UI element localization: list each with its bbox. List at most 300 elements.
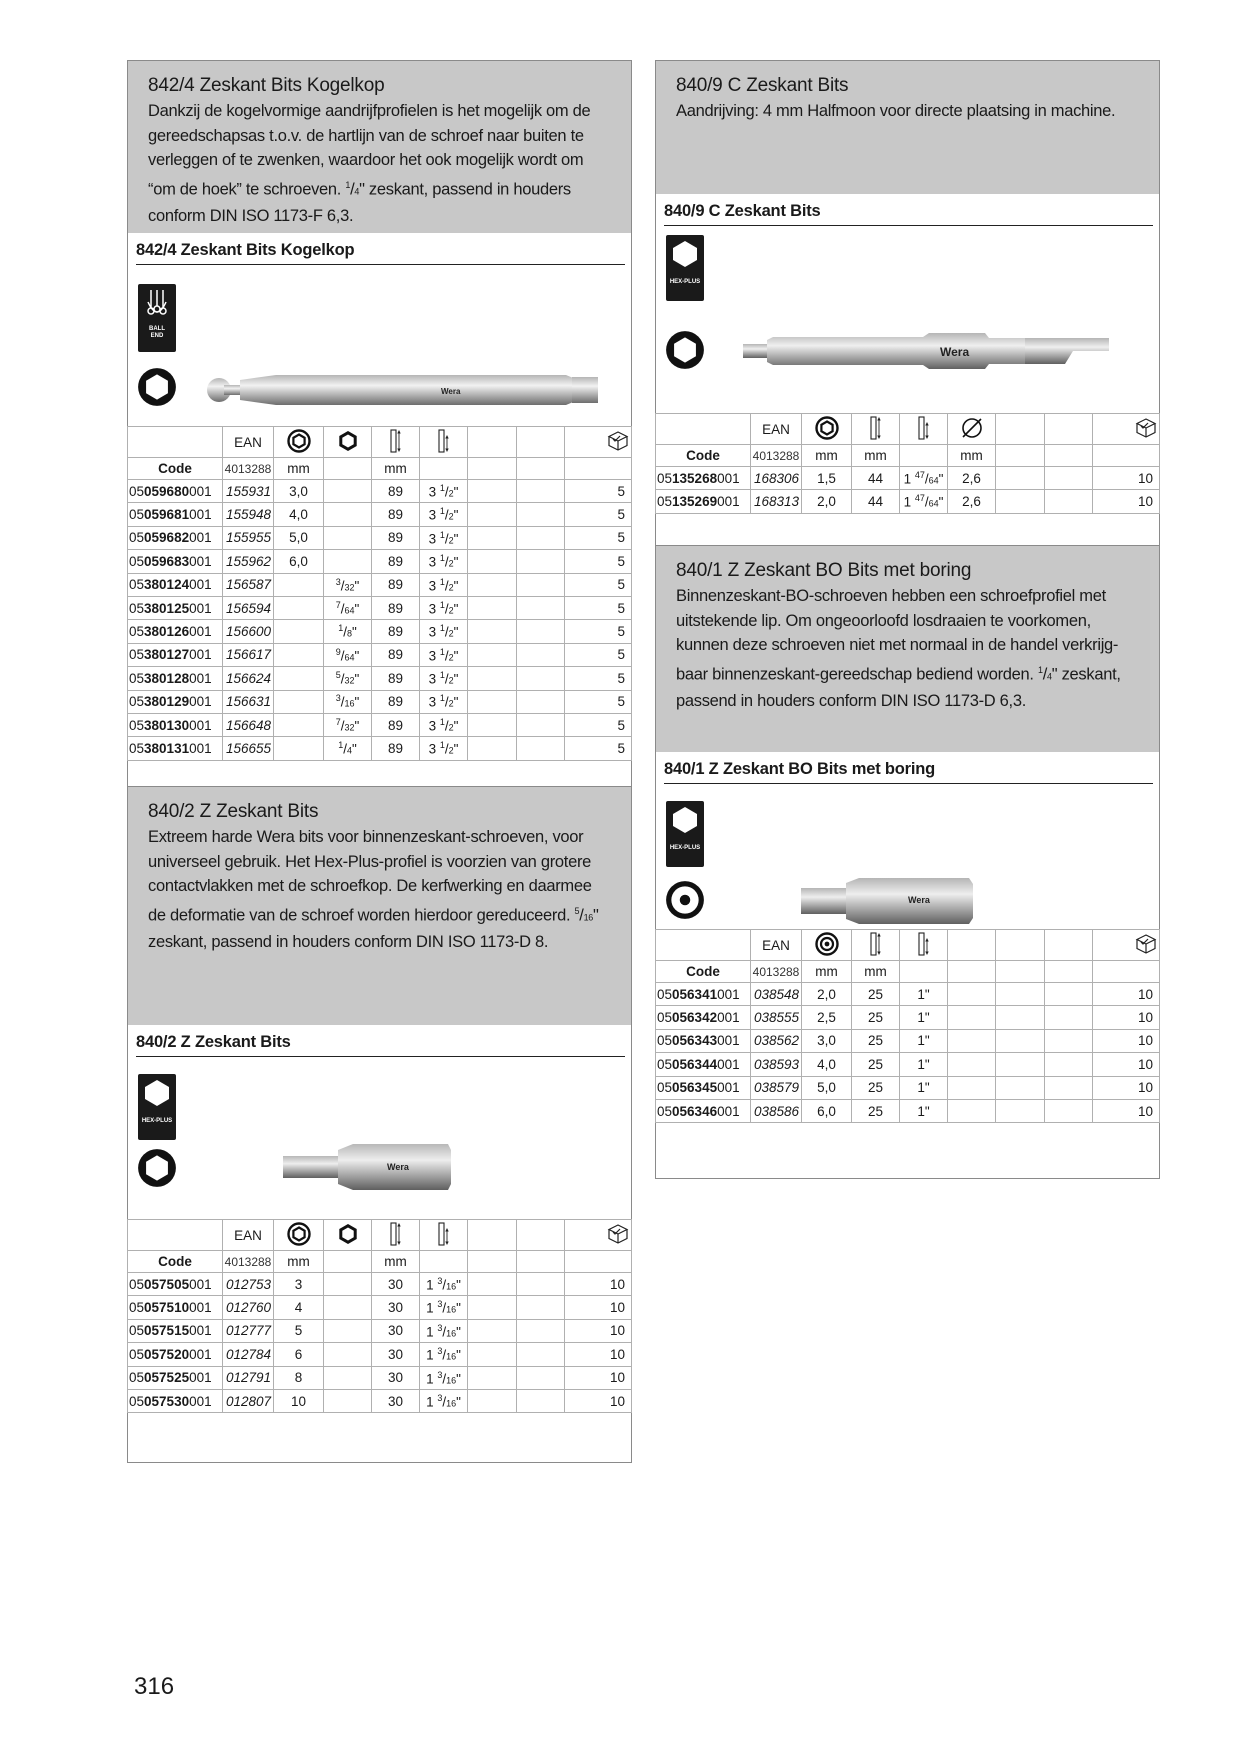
badge-hex-plus-text: HEX-PLUS [669, 279, 701, 285]
table-row [656, 1006, 1160, 1029]
length-inch-icon [917, 932, 931, 956]
empty-cell [517, 1366, 565, 1389]
package-qty: 10 [1093, 1029, 1160, 1052]
ean-code: 012791 [223, 1366, 274, 1389]
hex-size-inch-icon [336, 1222, 360, 1246]
value-len: 30 [372, 1273, 420, 1296]
length-inch-icon [917, 416, 931, 440]
empty-cell [948, 1029, 996, 1052]
section-840c-intro [656, 61, 1159, 194]
empty-cell [468, 573, 517, 596]
value-inch: 3 $^1$/2" [420, 526, 468, 549]
empty-cell [517, 620, 565, 643]
empty-cell [468, 1343, 517, 1366]
order-code: 05059682001 [128, 526, 223, 549]
unit-mm: mm [852, 445, 900, 467]
value-c1: 4 [274, 1296, 324, 1319]
table-row [128, 1389, 632, 1412]
empty-cell [517, 480, 565, 503]
value-len: 89 [372, 643, 420, 666]
value-c1 [274, 690, 324, 713]
table-row [128, 690, 632, 713]
value-inch: 3 $^1$/2" [420, 620, 468, 643]
table-row [656, 1076, 1160, 1099]
ean-code: 038586 [751, 1099, 802, 1122]
section-840c-rows [656, 467, 1160, 514]
hex-bo-profile-icon [664, 879, 706, 921]
ean-header: EAN [751, 414, 802, 445]
value-c2: $^3$/16" [324, 690, 372, 713]
empty-cell [1045, 1006, 1093, 1029]
value-c2: $^1$/8" [324, 620, 372, 643]
length-mm-icon [389, 1222, 403, 1246]
ean-code: 038579 [751, 1076, 802, 1099]
section-840c-table [655, 413, 1160, 514]
order-code: 05056341001 [656, 983, 751, 1006]
table-row [128, 713, 632, 736]
ean-code: 156631 [223, 690, 274, 713]
package-qty: 10 [1093, 1006, 1160, 1029]
value-c1: 3 [274, 1273, 324, 1296]
value-inch: 1" [900, 983, 948, 1006]
unit-mm: mm [372, 458, 420, 480]
unit-mm: mm [802, 445, 852, 467]
package-qty: 5 [565, 713, 632, 736]
empty-cell [468, 480, 517, 503]
package-qty: 10 [1093, 983, 1160, 1006]
halfmoon-bit-image [743, 331, 1113, 371]
order-code: 05380127001 [128, 643, 223, 666]
value-c1 [274, 737, 324, 760]
ean-code: 168306 [751, 467, 802, 490]
value-c1: 1,5 [802, 467, 852, 490]
length-mm-icon [389, 429, 403, 453]
order-code: 05059683001 [128, 550, 223, 573]
section-840z-table [127, 1219, 632, 1413]
empty-cell [517, 737, 565, 760]
package-qty: 10 [565, 1296, 632, 1319]
value-len: 25 [852, 1076, 900, 1099]
value-c1 [274, 713, 324, 736]
ean-code: 038562 [751, 1029, 802, 1052]
value-inch: 3 $^1$/2" [420, 573, 468, 596]
table-row [656, 1053, 1160, 1076]
value-inch: 3 $^1$/2" [420, 480, 468, 503]
package-qty: 5 [565, 573, 632, 596]
ean-code: 012777 [223, 1319, 274, 1342]
badge-end-text: END [150, 333, 164, 339]
order-code: 05380126001 [128, 620, 223, 643]
value-c2: $^7$/32" [324, 713, 372, 736]
unit-mm: mm [948, 445, 996, 467]
empty-cell [517, 1319, 565, 1342]
package-qty-icon [1134, 932, 1158, 956]
value-len: 30 [372, 1296, 420, 1319]
empty-cell [517, 667, 565, 690]
value-inch: 1 $^{47}$/64" [900, 467, 948, 490]
empty-cell [996, 1029, 1045, 1052]
unit-mm: mm [274, 458, 324, 480]
empty-cell [1045, 983, 1093, 1006]
ball-end-badge [138, 284, 176, 352]
section-840z-intro [128, 787, 631, 1025]
empty-cell [468, 690, 517, 713]
value-inch: 3 $^1$/2" [420, 643, 468, 666]
value-inch: 3 $^1$/2" [420, 596, 468, 619]
value-len: 89 [372, 573, 420, 596]
value-len: 89 [372, 526, 420, 549]
package-qty: 10 [1093, 1099, 1160, 1122]
empty-cell [468, 643, 517, 666]
table-row [128, 573, 632, 596]
value-c1: 2,5 [802, 1006, 852, 1029]
value-c2 [324, 550, 372, 573]
order-code: 05059681001 [128, 503, 223, 526]
package-qty: 5 [565, 643, 632, 666]
package-qty: 5 [565, 620, 632, 643]
empty-cell [996, 1053, 1045, 1076]
badge-hex-plus-text: HEX-PLUS [141, 1118, 173, 1124]
unit-mm: mm [372, 1251, 420, 1273]
value-c1: 6,0 [802, 1099, 852, 1122]
package-qty-icon [1134, 416, 1158, 440]
order-code: 05057530001 [128, 1389, 223, 1412]
ean-code: 012807 [223, 1389, 274, 1412]
value-c2: $^1$/4" [324, 737, 372, 760]
section-840z-title: 840/2 Z Zeskant Bits [148, 801, 319, 822]
empty-cell [468, 526, 517, 549]
order-code: 05056345001 [656, 1076, 751, 1099]
value-inch: 1" [900, 1099, 948, 1122]
table-row [656, 490, 1160, 513]
value-c1 [274, 643, 324, 666]
ean-code: 156648 [223, 713, 274, 736]
empty-cell [1045, 490, 1093, 513]
empty-cell [1045, 1099, 1093, 1122]
hex-bit-image [283, 1142, 453, 1192]
empty-cell [1045, 1029, 1093, 1052]
empty-cell [468, 620, 517, 643]
ean-code: 155962 [223, 550, 274, 573]
value-inch: 1" [900, 1029, 948, 1052]
value-c1: 3,0 [274, 480, 324, 503]
order-code: 05056343001 [656, 1029, 751, 1052]
order-code: 05057515001 [128, 1319, 223, 1342]
ean-code: 156624 [223, 667, 274, 690]
value-len: 89 [372, 480, 420, 503]
section-842-title: 842/4 Zeskant Bits Kogelkop [148, 75, 385, 96]
wera-brand-text: Wera [908, 895, 930, 905]
ean-code: 168313 [751, 490, 802, 513]
table-row [656, 1029, 1160, 1052]
order-code: 05135269001 [656, 490, 751, 513]
empty-cell [948, 1053, 996, 1076]
value-inch: 1" [900, 1076, 948, 1099]
value-c2: $^9$/64" [324, 643, 372, 666]
table-row [128, 643, 632, 666]
value-inch: 3 $^1$/2" [420, 713, 468, 736]
section-840z-subtitle: 840/2 Z Zeskant Bits [136, 1025, 625, 1057]
order-code: 05056346001 [656, 1099, 751, 1122]
empty-cell [517, 596, 565, 619]
value-c2 [324, 503, 372, 526]
value-len: 44 [852, 490, 900, 513]
section-840z-panel [127, 786, 632, 1463]
table-row [656, 1099, 1160, 1122]
hex-bo-size-icon [815, 932, 839, 956]
empty-cell [324, 1366, 372, 1389]
package-qty: 10 [565, 1343, 632, 1366]
hex-plus-icon [143, 1078, 171, 1108]
section-840bo-intro [656, 546, 1159, 752]
section-840z-description: Extreem harde Wera bits voor binnenzeskant-schroeven, voor universeel gebruik. Het Hex-Plus-profiel is voorzien van grotere contactvlakken met de schroefkop. De kerfwerking en daarmee de deformatie van de schroef worden hierdoor gereduceerd. $^5$/16" zeskant, passend in houders conform DIN ISO 1173-D 8. [148, 828, 599, 951]
value-c1: 4,0 [274, 503, 324, 526]
value-len: 25 [852, 1029, 900, 1052]
empty-cell [517, 550, 565, 573]
table-row [128, 737, 632, 760]
unit-mm: mm [852, 961, 900, 983]
package-qty: 10 [1093, 1076, 1160, 1099]
empty-cell [468, 1366, 517, 1389]
value-inch: 3 $^1$/2" [420, 503, 468, 526]
ean-code: 038548 [751, 983, 802, 1006]
value-inch: 1 $^3$/16" [420, 1296, 468, 1319]
value-len: 44 [852, 467, 900, 490]
value-c1: 5,0 [802, 1076, 852, 1099]
empty-cell [517, 1343, 565, 1366]
value-inch: 1" [900, 1006, 948, 1029]
value-c2: $^3$/32" [324, 573, 372, 596]
package-qty: 5 [565, 690, 632, 713]
empty-cell [517, 1296, 565, 1319]
order-code: 05057520001 [128, 1343, 223, 1366]
package-qty: 10 [565, 1273, 632, 1296]
value-c2: $^5$/32" [324, 667, 372, 690]
empty-cell [517, 526, 565, 549]
value-len: 25 [852, 1006, 900, 1029]
value-len: 89 [372, 667, 420, 690]
order-code: 05057525001 [128, 1366, 223, 1389]
value-c1: 10 [274, 1389, 324, 1412]
hex-size-mm-icon [287, 1222, 311, 1246]
empty-cell [517, 1389, 565, 1412]
order-code: 05059680001 [128, 480, 223, 503]
table-row [128, 480, 632, 503]
value-c1: 4,0 [802, 1053, 852, 1076]
empty-cell [996, 1099, 1045, 1122]
section-842-rows [128, 480, 632, 761]
table-row [128, 596, 632, 619]
package-qty: 5 [565, 550, 632, 573]
value-c2: $^7$/64" [324, 596, 372, 619]
table-row [128, 667, 632, 690]
order-code: 05380124001 [128, 573, 223, 596]
ean-code: 012753 [223, 1273, 274, 1296]
empty-cell [468, 737, 517, 760]
section-840c-subtitle: 840/9 C Zeskant Bits [664, 194, 1153, 226]
value-inch: 1 $^3$/16" [420, 1273, 468, 1296]
ball-end-icon [144, 288, 170, 324]
value-inch: 1 $^3$/16" [420, 1343, 468, 1366]
value-c1: 2,0 [802, 490, 852, 513]
empty-cell [468, 596, 517, 619]
unit-mm: mm [274, 1251, 324, 1273]
value-inch: 1" [900, 1053, 948, 1076]
table-row [128, 550, 632, 573]
value-c1 [274, 596, 324, 619]
ean-code: 155948 [223, 503, 274, 526]
ean-header: EAN [223, 427, 274, 458]
table-row [128, 1366, 632, 1389]
package-qty-icon [606, 1222, 630, 1246]
value-c1: 5,0 [274, 526, 324, 549]
value-len: 30 [372, 1366, 420, 1389]
section-840bo-title: 840/1 Z Zeskant BO Bits met boring [676, 560, 972, 581]
package-qty: 10 [1093, 490, 1160, 513]
hex-plus-badge [666, 801, 704, 867]
section-840z-rows [128, 1273, 632, 1413]
order-code: 05380125001 [128, 596, 223, 619]
section-842-panel [127, 60, 632, 789]
ean-code: 156655 [223, 737, 274, 760]
empty-cell [1045, 467, 1093, 490]
diameter-icon [960, 416, 984, 440]
empty-cell [996, 467, 1045, 490]
value-c1: 5 [274, 1319, 324, 1342]
ean-code: 156617 [223, 643, 274, 666]
ean-code: 012760 [223, 1296, 274, 1319]
order-code: 05056344001 [656, 1053, 751, 1076]
ean-code: 156594 [223, 596, 274, 619]
section-840c-description: Aandrijving: 4 mm Halfmoon voor directe plaatsing in machine. [676, 102, 1116, 120]
code-header: Code [656, 445, 751, 467]
package-qty: 5 [565, 526, 632, 549]
empty-cell [517, 713, 565, 736]
package-qty: 5 [565, 737, 632, 760]
value-len: 25 [852, 983, 900, 1006]
hex-size-mm-icon [287, 429, 311, 453]
ean-prefix: 4013288 [751, 445, 802, 467]
section-842-table [127, 426, 632, 761]
length-inch-icon [437, 1222, 451, 1246]
table-row [128, 1343, 632, 1366]
value-inch: 1 $^{47}$/64" [900, 490, 948, 513]
empty-cell [948, 1076, 996, 1099]
badge-hex-plus-text: HEX-PLUS [669, 845, 701, 851]
code-header: Code [656, 961, 751, 983]
hex-plus-badge [666, 235, 704, 301]
value-c1: 6,0 [274, 550, 324, 573]
section-840c-panel [655, 60, 1160, 548]
order-code: 05057505001 [128, 1273, 223, 1296]
order-code: 05380129001 [128, 690, 223, 713]
value-c2 [324, 480, 372, 503]
empty-cell [324, 1343, 372, 1366]
hex-size-mm-icon [815, 416, 839, 440]
empty-cell [324, 1389, 372, 1412]
value-len: 89 [372, 620, 420, 643]
value-dia: 2,6 [948, 467, 996, 490]
value-len: 89 [372, 737, 420, 760]
value-inch: 3 $^1$/2" [420, 667, 468, 690]
package-qty-icon [606, 429, 630, 453]
package-qty: 5 [565, 596, 632, 619]
badge-ball-text: BALL [149, 326, 165, 332]
code-header: Code [128, 1251, 223, 1273]
value-inch: 1 $^3$/16" [420, 1319, 468, 1342]
package-qty: 10 [565, 1319, 632, 1342]
value-len: 30 [372, 1343, 420, 1366]
ean-prefix: 4013288 [223, 1251, 274, 1273]
table-row [656, 983, 1160, 1006]
value-len: 25 [852, 1053, 900, 1076]
table-row [128, 1296, 632, 1319]
value-c1 [274, 620, 324, 643]
order-code: 05380128001 [128, 667, 223, 690]
hex-plus-icon [671, 805, 699, 835]
empty-cell [948, 1099, 996, 1122]
ean-code: 156587 [223, 573, 274, 596]
empty-cell [948, 983, 996, 1006]
empty-cell [948, 1006, 996, 1029]
section-840c-title: 840/9 C Zeskant Bits [676, 75, 849, 96]
empty-cell [468, 1273, 517, 1296]
section-840bo-rows [656, 983, 1160, 1123]
wera-brand-text: Wera [441, 387, 461, 396]
table-row [128, 1273, 632, 1296]
hex-profile-icon [664, 329, 706, 371]
value-inch: 3 $^1$/2" [420, 550, 468, 573]
empty-cell [996, 490, 1045, 513]
ean-code: 038593 [751, 1053, 802, 1076]
table-row [656, 467, 1160, 490]
value-inch: 1 $^3$/16" [420, 1366, 468, 1389]
empty-cell [517, 643, 565, 666]
value-inch: 3 $^1$/2" [420, 737, 468, 760]
length-inch-icon [437, 429, 451, 453]
section-842-subtitle: 842/4 Zeskant Bits Kogelkop [136, 233, 625, 265]
section-840bo-description: Binnenzeskant-BO-schroeven hebben een schroefprofiel met uitstekende lip. Om ongeoorloofd losdraaien te voorkomen, kunnen deze schroeven niet met normaal in de handel verkrijg-baar binnenzeskant-gereedschap bediend worden. $^1$/4" zeskant, passend in houders conform DIN ISO 1173-D 6,3. [676, 587, 1121, 710]
length-mm-icon [869, 932, 883, 956]
package-qty: 5 [565, 480, 632, 503]
empty-cell [468, 1296, 517, 1319]
ean-code: 156600 [223, 620, 274, 643]
order-code: 05135268001 [656, 467, 751, 490]
package-qty: 10 [565, 1366, 632, 1389]
value-len: 89 [372, 550, 420, 573]
empty-cell [996, 983, 1045, 1006]
empty-cell [1045, 1053, 1093, 1076]
empty-cell [468, 1319, 517, 1342]
empty-cell [517, 573, 565, 596]
section-842-intro [128, 61, 631, 233]
table-row [128, 1319, 632, 1342]
empty-cell [517, 690, 565, 713]
table-row [128, 503, 632, 526]
empty-cell [468, 1389, 517, 1412]
order-code: 05056342001 [656, 1006, 751, 1029]
empty-cell [324, 1296, 372, 1319]
value-c1 [274, 573, 324, 596]
ean-header: EAN [223, 1220, 274, 1251]
hex-profile-icon [136, 1147, 178, 1189]
wera-brand-text: Wera [387, 1162, 409, 1172]
empty-cell [324, 1319, 372, 1342]
empty-cell [517, 1273, 565, 1296]
value-len: 30 [372, 1389, 420, 1412]
section-840bo-panel [655, 545, 1160, 1179]
value-c1 [274, 667, 324, 690]
